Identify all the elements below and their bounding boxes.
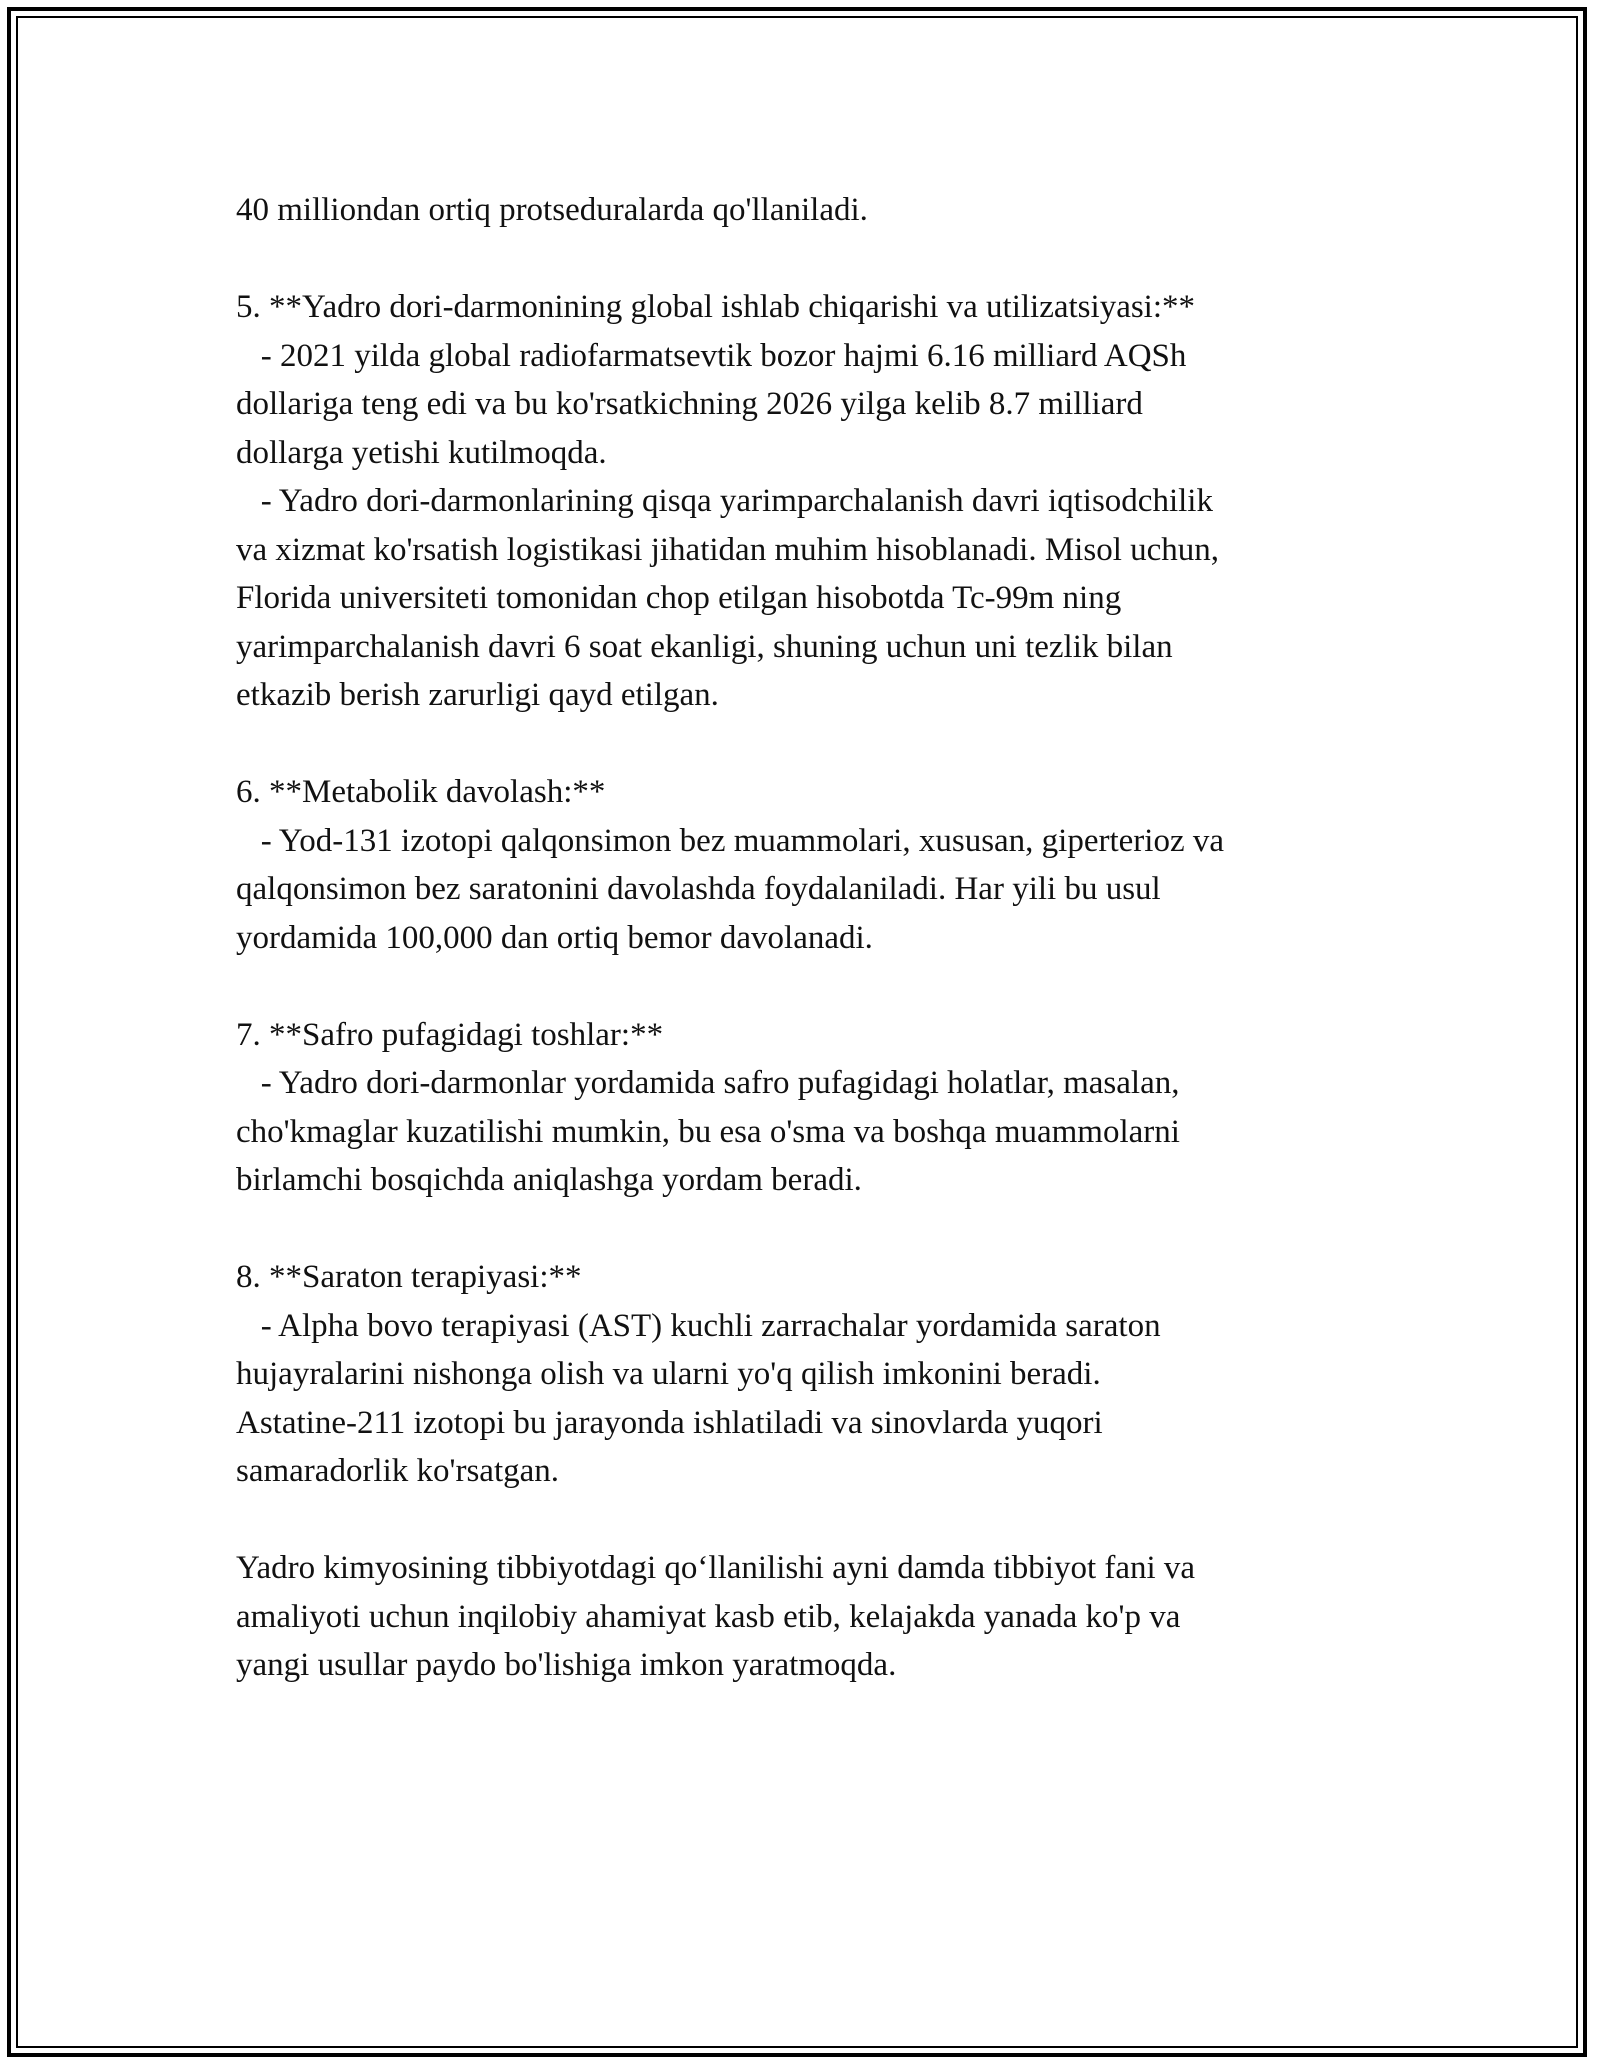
section-line: - Yod-131 izotopi qalqonsimon bez muammolari, xususan, giperterioz va [236, 822, 1225, 859]
section-line: dollariga teng edi va bu ko'rsatkichning 2026 yilga kelib 8.7 milliard [236, 386, 1143, 422]
section-heading: 8. **Saraton terapiyasi:** [236, 1259, 582, 1295]
section-line: birlamchi bosqichda aniqlashga yordam beradi. [236, 1162, 862, 1198]
conclusion-paragraph [236, 1544, 1366, 1690]
conclusion-line: amaliyoti uchun inqilobiy ahamiyat kasb etib, kelajakda yanada ko'p va [236, 1598, 1181, 1635]
section-line: - 2021 yilda global radiofarmatsevtik bozor hajmi 6.16 milliard AQSh [236, 337, 1187, 374]
document-body [236, 186, 1366, 1690]
section-6 [236, 768, 1366, 962]
section-line: cho'kmaglar kuzatilishi mumkin, bu esa o'sma va boshqa muammolarni [236, 1113, 1180, 1150]
section-line: dollarga yetishi kutilmoqda. [236, 434, 607, 471]
section-line: hujayralarini nishonga olish va ularni yo'q qilish imkonini beradi. [236, 1356, 1101, 1392]
conclusion-line: Yadro kimyosining tibbiyotdagi qo‘llanilishi ayni damda tibbiyot fani va [236, 1550, 1196, 1586]
intro-line: 40 milliondan ortiq protseduralarda qo'llaniladi. [236, 192, 868, 228]
section-line: - Alpha bovo terapiyasi (AST) kuchli zarrachalar yordamida saraton [236, 1307, 1161, 1344]
section-line: samaradorlik ko'rsatgan. [236, 1453, 560, 1489]
section-5 [236, 283, 1366, 720]
paragraph-gap [236, 1496, 1366, 1545]
section-heading: 7. **Safro pufagidagi toshlar:** [236, 1016, 664, 1053]
paragraph-gap [236, 962, 1366, 1011]
section-line: Astatine-211 izotopi bu jarayonda ishlatiladi va sinovlarda yuqori [236, 1404, 1103, 1441]
section-line: - Yadro dori-darmonlar yordamida safro pufagidagi holatlar, masalan, [236, 1065, 1180, 1101]
section-8 [236, 1253, 1366, 1496]
section-line: va xizmat ko'rsatish logistikasi jihatidan muhim hisoblanadi. Misol uchun, [236, 531, 1220, 568]
paragraph-gap [236, 720, 1366, 769]
section-line: yordamida 100,000 dan ortiq bemor davolanadi. [236, 919, 873, 956]
section-line: Florida universiteti tomonidan chop etilgan hisobotda Tc-99m ning [236, 580, 1122, 616]
section-heading: 6. **Metabolik davolash:** [236, 774, 606, 810]
section-line: qalqonsimon bez saratonini davolashda foydalaniladi. Har yili bu usul [236, 871, 1161, 907]
section-line: etkazib berish zarurligi qayd etilgan. [236, 677, 719, 713]
section-line: - Yadro dori-darmonlarining qisqa yarimparchalanish davri iqtisodchilik [236, 483, 1213, 519]
paragraph-gap [236, 1205, 1366, 1254]
paragraph-gap [236, 235, 1366, 284]
conclusion-line: yangi usullar paydo bo'lishiga imkon yaratmoqda. [236, 1647, 897, 1683]
section-heading: 5. **Yadro dori-darmonining global ishlab chiqarishi va utilizatsiyasi:** [236, 289, 1196, 325]
section-7 [236, 1011, 1366, 1205]
section-line: yarimparchalanish davri 6 soat ekanligi, shuning uchun uni tezlik bilan [236, 628, 1173, 665]
